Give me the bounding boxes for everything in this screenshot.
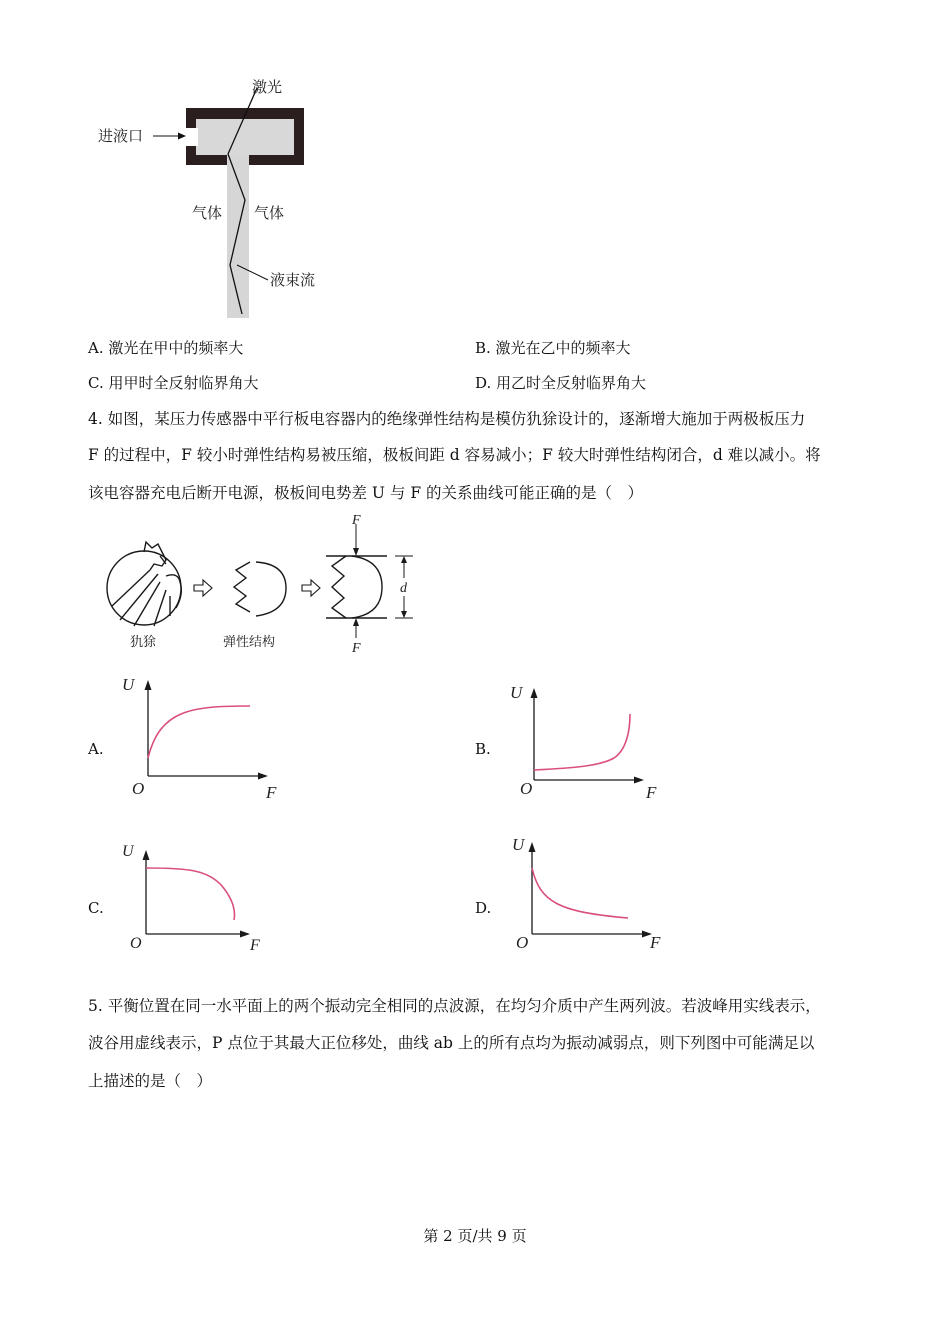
gas-right-label: 气体 bbox=[254, 204, 285, 222]
armadillo-icon bbox=[107, 542, 181, 626]
page-footer: 第 2 页/共 9 页 bbox=[423, 1227, 527, 1245]
graph-a[interactable] bbox=[120, 670, 300, 802]
q4-stem-line3: 该电容器充电后断开电源，极板间电势差 U 与 F 的关系曲线可能正确的是（ ） bbox=[88, 484, 644, 502]
graph-d-y-label: U bbox=[512, 835, 525, 854]
gas-left-label: 气体 bbox=[192, 204, 223, 222]
force-top-label: F bbox=[352, 513, 361, 528]
q4-option-c-label[interactable]: C. bbox=[88, 899, 104, 917]
curve-d bbox=[532, 868, 628, 918]
q3-option-c[interactable]: C. 用甲时全反射临界角大 bbox=[88, 374, 259, 392]
container-inner bbox=[196, 119, 294, 155]
graph-c[interactable] bbox=[118, 836, 278, 960]
elastic-structure-icon bbox=[234, 562, 286, 616]
curve-a bbox=[148, 706, 250, 758]
jet-label: 液束流 bbox=[270, 271, 316, 289]
graph-a-origin: O bbox=[132, 779, 145, 798]
graph-b-origin: O bbox=[520, 779, 533, 798]
armadillo-label: 犰狳 bbox=[130, 635, 157, 650]
graph-c-y-label: U bbox=[122, 843, 134, 860]
graph-d-origin: O bbox=[516, 933, 529, 952]
laser-label: 激光 bbox=[252, 78, 283, 96]
graph-a-x-label: F bbox=[266, 783, 277, 802]
structure-label: 弹性结构 bbox=[223, 635, 276, 650]
curve-c bbox=[146, 868, 235, 920]
curve-b bbox=[534, 714, 630, 770]
q4-option-d-label[interactable]: D. bbox=[475, 899, 492, 917]
graph-a-y-label: U bbox=[122, 675, 135, 694]
capacitor-icon bbox=[326, 556, 387, 618]
q3-option-d[interactable]: D. 用乙时全反射临界角大 bbox=[475, 374, 647, 392]
graph-b-x-label: F bbox=[646, 783, 657, 802]
q5-stem-line2: 波谷用虚线表示，P 点位于其最大正位移处，曲线 ab 上的所有点均为振动减弱点，则下列图中可能满足以 bbox=[88, 1034, 815, 1052]
graph-d-x-label: F bbox=[650, 933, 661, 952]
q5-stem-line3: 上描述的是（ ） bbox=[88, 1072, 213, 1090]
inlet-gap bbox=[186, 128, 198, 146]
force-bottom-label: F bbox=[352, 641, 361, 656]
armadillo-figure bbox=[100, 512, 430, 662]
graph-b[interactable] bbox=[504, 676, 674, 806]
laser-jet-figure bbox=[90, 70, 350, 325]
graph-c-origin: O bbox=[130, 935, 142, 952]
d-label: d bbox=[400, 581, 407, 596]
graph-c-x-label: F bbox=[250, 937, 260, 954]
q4-option-a-label[interactable]: A. bbox=[88, 740, 104, 758]
graph-d[interactable] bbox=[506, 830, 676, 960]
graph-b-y-label: U bbox=[510, 683, 523, 702]
q4-option-b-label[interactable]: B. bbox=[475, 740, 491, 758]
q4-stem-line1: 4. 如图，某压力传感器中平行板电容器内的绝缘弹性结构是模仿犰狳设计的，逐渐增大施加于两极板压力 bbox=[88, 410, 806, 428]
q3-option-b[interactable]: B. 激光在乙中的频率大 bbox=[475, 339, 631, 357]
q5-stem-line1: 5. 平衡位置在同一水平面上的两个振动完全相同的点波源，在均匀介质中产生两列波。若波峰用实线表示， bbox=[88, 997, 821, 1015]
q4-stem-line2: F 的过程中，F 较小时弹性结构易被压缩，极板间距 d 容易减小；F 较大时弹性结构闭合，d 难以减小。将 bbox=[88, 446, 821, 464]
inlet-label: 进液口 bbox=[98, 127, 144, 145]
q3-option-a[interactable]: A. 激光在甲中的频率大 bbox=[88, 339, 244, 357]
